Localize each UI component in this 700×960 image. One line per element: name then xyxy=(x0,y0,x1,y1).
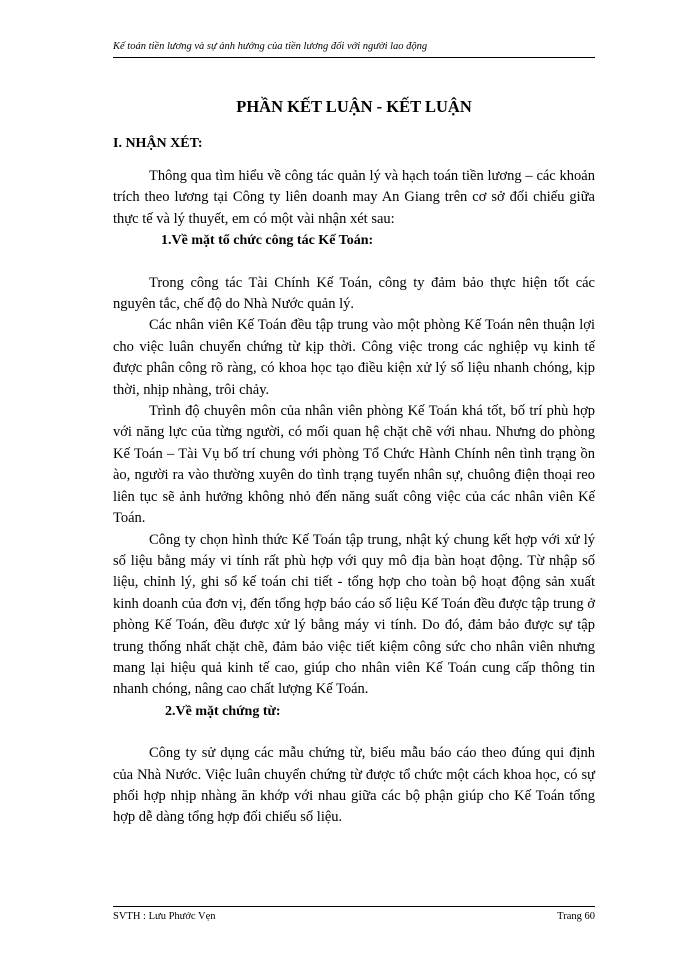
footer-divider xyxy=(113,906,595,907)
paragraph: Công ty chọn hình thức Kế Toán tập trung, nhật ký chung kết hợp với xử lý số liệu bằng máy vi tính rất phù hợp với quy mô địa bàn hoạt động. Từ nhập số liệu, chỉnh lý, ghi sổ kế toán chi tiết - tổng hợp cho toàn bộ hoạt động sản xuất kinh doanh của đơn vị, đến tổng hợp báo cáo số liệu Kế Toán đều được tập trung ở phòng Kế Toán, đều được xử lý bằng máy vi tính. Do đó, đảm bảo được sự tập trung thống nhất chặt chẽ, đảm bảo việc tiết kiệm công sức cho nhân viên nhưng mang lại hiệu quả kinh tế cao, giúp cho nhân viên Kế Toán cung cấp thông tin nhanh chóng, nâng cao chất lượng Kế Toán. xyxy=(113,531,595,698)
intro-paragraph: Thông qua tìm hiểu về công tác quản lý và hạch toán tiền lương – các khoản trích theo lương tại Công ty liên doanh may An Giang trên cơ sở đối chiếu giữa thực tế và lý thuyết, em có một vài nhận xét sau: xyxy=(113,168,595,227)
subsection-heading-documents: 2.Về mặt chứng từ: xyxy=(165,703,281,719)
header-divider xyxy=(113,57,595,58)
subsection-heading-accounting: 1.Về mặt tổ chức công tác Kế Toán: xyxy=(161,233,374,249)
section-heading: I. NHẬN XÉT: xyxy=(113,136,203,151)
footer-page-number: Trang 60 xyxy=(557,911,595,922)
document-body xyxy=(113,166,595,829)
paragraph: Trong công tác Tài Chính Kế Toán, công ty đảm bảo thực hiện tốt các nguyên tắc, chế độ do Nhà Nước quản lý. xyxy=(113,274,595,313)
paragraph: Các nhân viên Kế Toán đều tập trung vào một phòng Kế Toán nên thuận lợi cho việc luân chuyển chứng từ kịp thời. Công việc trong các nghiệp vụ kinh tế được phân công rõ ràng, có khoa học tạo điều kiện xử lý số liệu nhanh chóng, kịp thời, nhịp nhàng, trôi chảy. xyxy=(113,317,595,398)
page-title: PHẦN KẾT LUẬN - KẾT LUẬN xyxy=(236,97,472,116)
paragraph: Công ty sử dụng các mẫu chứng từ, biểu mẫu báo cáo theo đúng qui định của Nhà Nước. Việc luân chuyển chứng từ được tổ chức một cách khoa học, có sự phối hợp nhịp nhàng ăn khớp với nhau giữa các bộ phận giúp cho Kế Toán tổng hợp dễ dàng tổng hợp đối chiếu số liệu. xyxy=(113,745,595,826)
running-header: Kế toán tiền lương và sự ảnh hưởng của tiền lương đối với người lao động xyxy=(113,41,428,52)
paragraph: Trình độ chuyên môn của nhân viên phòng Kế Toán khá tốt, bố trí phù hợp với năng lực của từng người, có mối quan hệ chặt chẽ với nhau. Nhưng do phòng Kế Toán – Tài Vụ bố trí chung với phòng Tổ Chức Hành Chính nên tình trạng ồn ào, người ra vào thường xuyên do tình trạng tuyển nhân sự, chuông điện thoại reo liên tục sẽ ảnh hưởng không nhỏ đến năng suất công việc của các nhân viên Kế Toán. xyxy=(113,403,595,527)
footer-student: SVTH : Lưu Phước Vẹn xyxy=(113,911,216,922)
